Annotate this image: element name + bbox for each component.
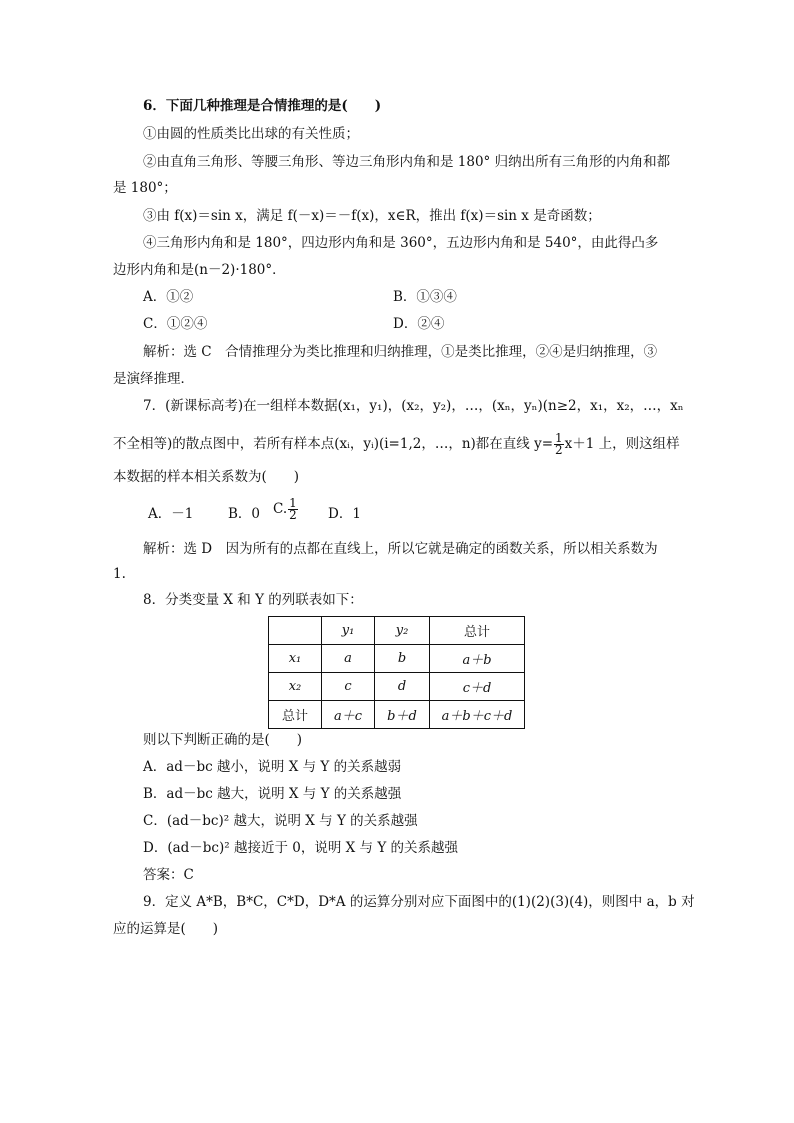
q7-stem-line2-pre: 不全相等)的散点图中，若所有样本点(xᵢ，yᵢ)(i=1,2，…，n)都在直线 y= bbox=[113, 436, 554, 452]
q7-analysis-cont: 1. bbox=[113, 566, 126, 582]
q7-option-c bbox=[273, 498, 299, 521]
q8-option-d: D．(ad－bc)² 越接近于 0，说明 X 与 Y 的关系越强 bbox=[143, 840, 459, 856]
q8-option-c: C．(ad－bc)² 越大，说明 X 与 Y 的关系越强 bbox=[143, 813, 418, 829]
table-cell: 总计 bbox=[430, 617, 525, 645]
table-cell: a＋c bbox=[322, 701, 375, 729]
fraction-numerator: 1 bbox=[289, 496, 297, 510]
table-cell: y₂ bbox=[375, 617, 430, 645]
q6-option-c: C．①②④ bbox=[143, 316, 208, 332]
q6-item-2-cont: 是 180°； bbox=[113, 180, 177, 196]
q6-item-3: ③由 f(x)＝sin x，满足 f(－x)＝－f(x)，x∈R，推出 f(x)＝sin x 是奇函数； bbox=[143, 208, 601, 224]
table-row bbox=[269, 645, 525, 673]
table-cell bbox=[269, 617, 322, 645]
q8-option-b: B．ad－bc 越大，说明 X 与 Y 的关系越强 bbox=[143, 786, 402, 802]
q6-item-4: ④三角形内角和是 180°，四边形内角和是 360°，五边形内角和是 540°，由此得凸多 bbox=[143, 235, 659, 251]
table-cell: a＋b＋c＋d bbox=[430, 701, 525, 729]
table-cell: 总计 bbox=[269, 701, 322, 729]
q7-option-b: B．0 bbox=[228, 506, 261, 522]
table-cell: c bbox=[322, 673, 375, 701]
q7-fraction bbox=[554, 433, 564, 456]
fraction-denominator: 2 bbox=[555, 443, 563, 457]
fraction-numerator: 1 bbox=[555, 431, 563, 445]
q8-stem: 8．分类变量 X 和 Y 的列联表如下： bbox=[143, 592, 363, 608]
table-cell: b＋d bbox=[375, 701, 430, 729]
table-cell: c＋d bbox=[430, 673, 525, 701]
q7-option-d: D．1 bbox=[328, 506, 361, 522]
q6-option-a: A．①② bbox=[143, 289, 194, 305]
q6-analysis-cont: 是演绎推理． bbox=[113, 371, 194, 387]
q9-stem-line1: 9．定义 A*B，B*C，C*D，D*A 的运算分别对应下面图中的(1)(2)(3)(4)，则图中 a，b 对 bbox=[143, 894, 695, 910]
table-cell: x₂ bbox=[269, 673, 322, 701]
table-cell: a bbox=[322, 645, 375, 673]
table-cell: a＋b bbox=[430, 645, 525, 673]
q6-item-4-cont: 边形内角和是(n－2)·180°． bbox=[113, 262, 286, 278]
q6-option-d: D．②④ bbox=[393, 316, 445, 332]
table-cell: b bbox=[375, 645, 430, 673]
table-cell: d bbox=[375, 673, 430, 701]
q7-stem-line1: 7．(新课标高考)在一组样本数据(x₁，y₁)，(x₂，y₂)，…，(xₙ，yₙ)(n≥2，x₁，x₂，…，xₙ bbox=[143, 398, 684, 414]
q7-stem-line2-post: x＋1 上，则这组样 bbox=[564, 436, 680, 452]
q6-item-2: ②由直角三角形、等腰三角形、等边三角形内角和是 180° 归纳出所有三角形的内角和都 bbox=[143, 154, 671, 170]
table-cell: y₁ bbox=[322, 617, 375, 645]
q6-analysis: 解析：选 C 合情推理分为类比推理和归纳推理，①是类比推理，②④是归纳推理，③ bbox=[143, 344, 658, 360]
q7-option-c-fraction bbox=[288, 498, 298, 521]
q6-option-b: B．①③④ bbox=[393, 289, 457, 305]
table-row bbox=[269, 701, 525, 729]
q9-stem-line2: 应的运算是( ) bbox=[113, 921, 219, 937]
q6-stem: 6．下面几种推理是合情推理的是( ) bbox=[143, 98, 382, 114]
q7-stem-line2 bbox=[113, 433, 680, 456]
q7-option-c-label: C. bbox=[273, 501, 288, 517]
table-cell: x₁ bbox=[269, 645, 322, 673]
contingency-table bbox=[268, 616, 525, 729]
q8-option-a: A．ad－bc 越小，说明 X 与 Y 的关系越弱 bbox=[143, 759, 402, 775]
table-header-row bbox=[269, 617, 525, 645]
fraction-denominator: 2 bbox=[289, 508, 297, 522]
table-row bbox=[269, 673, 525, 701]
q8-answer: 答案：C bbox=[143, 867, 194, 883]
q7-stem-line3: 本数据的样本相关系数为( ) bbox=[113, 469, 300, 485]
q7-analysis: 解析：选 D 因为所有的点都在直线上，所以它就是确定的函数关系，所以相关系数为 bbox=[143, 541, 658, 557]
q7-option-a: A．－1 bbox=[148, 506, 194, 522]
q6-item-1: ①由圆的性质类比出球的有关性质； bbox=[143, 126, 359, 142]
q8-question: 则以下判断正确的是( ) bbox=[143, 732, 303, 748]
